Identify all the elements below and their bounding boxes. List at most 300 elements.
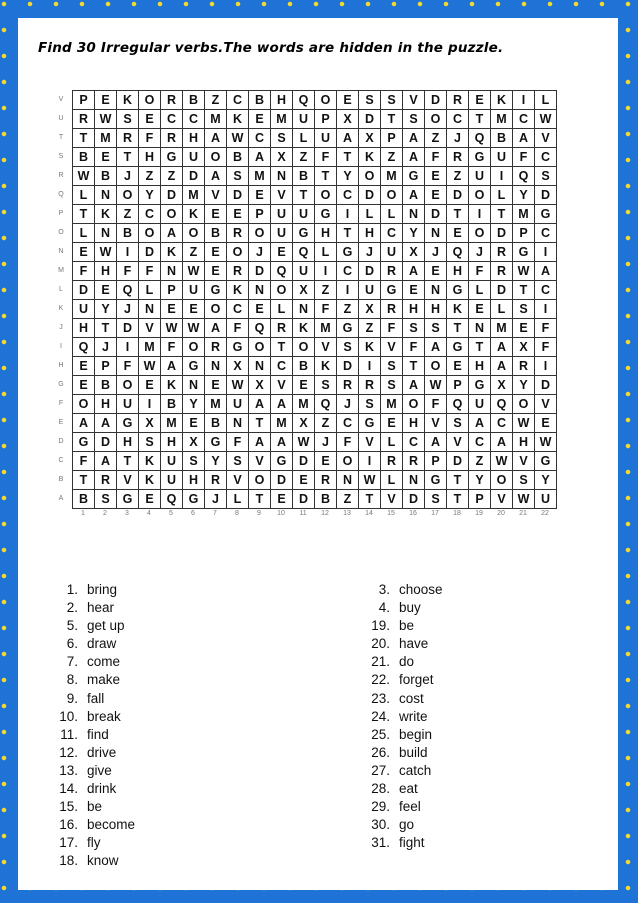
grid-cell: W <box>535 110 557 129</box>
grid-cell: O <box>469 224 491 243</box>
grid-cell: Y <box>95 300 117 319</box>
grid-cell: N <box>205 357 227 376</box>
grid-cell: H <box>425 300 447 319</box>
grid-cell: E <box>469 300 491 319</box>
grid-cell: O <box>425 357 447 376</box>
grid-cell: J <box>95 338 117 357</box>
grid-cell: U <box>381 243 403 262</box>
grid-cell: W <box>183 319 205 338</box>
grid-cell: V <box>271 376 293 395</box>
word-list-item <box>46 636 135 654</box>
grid-cell: W <box>425 376 447 395</box>
grid-cell: X <box>491 376 513 395</box>
word-number: 11. <box>60 726 78 742</box>
grid-cell: D <box>161 186 183 205</box>
grid-cell: R <box>161 91 183 110</box>
grid-cell: J <box>425 243 447 262</box>
grid-cell: U <box>271 224 293 243</box>
grid-cell: R <box>73 110 95 129</box>
grid-cell: Z <box>337 300 359 319</box>
grid-cell: E <box>73 357 95 376</box>
grid-cell: R <box>381 300 403 319</box>
row-label: P <box>58 210 64 217</box>
grid-cell: F <box>337 433 359 452</box>
grid-cell: E <box>403 281 425 300</box>
grid-cell: N <box>95 186 117 205</box>
grid-cell: E <box>293 376 315 395</box>
grid-cell: S <box>403 319 425 338</box>
grid-cell: L <box>315 243 337 262</box>
grid-cell: C <box>447 110 469 129</box>
word-number: 31. <box>371 835 390 851</box>
word-list-item <box>358 835 443 853</box>
word-text: write <box>399 708 428 724</box>
grid-cell: G <box>315 205 337 224</box>
word-number: 1. <box>66 582 78 597</box>
word-number: 28. <box>371 781 390 797</box>
grid-cell: M <box>381 167 403 186</box>
word-list-item <box>46 672 135 690</box>
grid-cell: V <box>249 452 271 471</box>
word-list-item <box>358 636 443 654</box>
grid-cell: L <box>491 300 513 319</box>
grid-cell: O <box>513 395 535 414</box>
grid-cell: G <box>513 243 535 262</box>
grid-cell: D <box>117 319 139 338</box>
grid-cell: D <box>491 281 513 300</box>
grid-cell: C <box>469 433 491 452</box>
row-label: U <box>58 115 64 122</box>
grid-cell: O <box>205 300 227 319</box>
word-list-item <box>46 691 135 709</box>
grid-cell: D <box>359 186 381 205</box>
grid-cell: E <box>381 414 403 433</box>
grid-cell: X <box>183 433 205 452</box>
word-number: 8. <box>66 672 78 688</box>
grid-cell: O <box>271 281 293 300</box>
grid-cell: F <box>425 148 447 167</box>
grid-cell: V <box>381 338 403 357</box>
word-number: 29. <box>371 799 390 815</box>
word-number: 13. <box>59 762 78 778</box>
grid-cell: S <box>381 91 403 110</box>
grid-cell: N <box>337 471 359 490</box>
grid-cell: R <box>227 262 249 281</box>
grid-cell: A <box>205 319 227 338</box>
grid-cell: R <box>491 262 513 281</box>
grid-cell: N <box>271 167 293 186</box>
grid-cell: J <box>315 433 337 452</box>
grid-cell: P <box>513 224 535 243</box>
grid-cell: K <box>161 376 183 395</box>
grid-cell: Z <box>205 91 227 110</box>
word-list-item <box>46 745 135 763</box>
grid-cell: L <box>469 281 491 300</box>
grid-cell: D <box>403 490 425 509</box>
grid-cell: K <box>315 357 337 376</box>
grid-cell: A <box>337 129 359 148</box>
grid-cell: O <box>139 91 161 110</box>
grid-cell: R <box>271 319 293 338</box>
grid-cell: A <box>249 433 271 452</box>
grid-cell: U <box>293 110 315 129</box>
grid-cell: R <box>161 129 183 148</box>
grid-cell: X <box>337 110 359 129</box>
grid-cell: N <box>139 300 161 319</box>
grid-cell: O <box>491 471 513 490</box>
grid-cell: T <box>337 224 359 243</box>
worksheet-title: Find 30 Irregular verbs.The words are hidden in the puzzle. <box>38 40 504 56</box>
row-label: F <box>58 400 64 407</box>
grid-cell: S <box>117 110 139 129</box>
grid-cell: R <box>337 376 359 395</box>
grid-cell: F <box>535 338 557 357</box>
grid-cell: X <box>293 281 315 300</box>
grid-cell: A <box>95 414 117 433</box>
word-text: be <box>87 799 103 815</box>
grid-cell: N <box>403 205 425 224</box>
grid-cell: E <box>271 243 293 262</box>
word-number: 22. <box>371 672 390 688</box>
word-text: drink <box>87 781 117 797</box>
grid-cell: E <box>447 224 469 243</box>
word-list-item <box>46 853 135 871</box>
grid-cell: A <box>403 148 425 167</box>
grid-cell: X <box>359 129 381 148</box>
grid-cell: Z <box>183 243 205 262</box>
grid-cell: T <box>293 186 315 205</box>
grid-cell: D <box>227 186 249 205</box>
word-number: 27. <box>371 762 390 778</box>
grid-cell: V <box>315 338 337 357</box>
column-labels <box>72 510 556 517</box>
grid-cell: I <box>359 357 381 376</box>
word-list-item <box>46 799 135 817</box>
grid-cell: K <box>95 205 117 224</box>
grid-cell: B <box>205 414 227 433</box>
grid-cell: A <box>403 262 425 281</box>
grid-cell: C <box>337 414 359 433</box>
word-text: choose <box>399 582 443 597</box>
grid-cell: C <box>183 110 205 129</box>
word-text: go <box>399 817 415 833</box>
column-label: 2 <box>103 510 107 517</box>
word-text: build <box>399 744 428 760</box>
grid-cell: A <box>205 167 227 186</box>
grid-cell: N <box>293 300 315 319</box>
grid-cell: Z <box>425 129 447 148</box>
grid-cell: A <box>469 414 491 433</box>
grid-cell: E <box>425 262 447 281</box>
grid-cell: U <box>183 148 205 167</box>
grid-cell: A <box>161 357 183 376</box>
grid-cell: A <box>403 186 425 205</box>
column-label: 15 <box>387 510 395 517</box>
row-label: B <box>58 476 64 483</box>
grid-cell: F <box>535 319 557 338</box>
grid-cell: G <box>535 205 557 224</box>
grid-cell: G <box>117 490 139 509</box>
grid-cell: C <box>139 205 161 224</box>
grid-cell: V <box>447 433 469 452</box>
grid-cell: K <box>227 281 249 300</box>
grid-cell: D <box>491 224 513 243</box>
grid-cell: F <box>403 338 425 357</box>
grid-cell: T <box>447 490 469 509</box>
row-label: V <box>58 96 64 103</box>
grid-cell: I <box>139 395 161 414</box>
grid-cell: T <box>117 452 139 471</box>
row-label: C <box>58 457 64 464</box>
word-number: 25. <box>371 726 390 742</box>
grid-cell: G <box>447 338 469 357</box>
grid-cell: K <box>293 319 315 338</box>
word-text: fall <box>87 690 105 706</box>
grid-cell: S <box>425 490 447 509</box>
word-text: be <box>399 618 415 634</box>
column-label: 3 <box>125 510 129 517</box>
grid-cell: R <box>381 262 403 281</box>
grid-cell: N <box>249 357 271 376</box>
grid-cell: U <box>117 395 139 414</box>
grid-cell: S <box>447 414 469 433</box>
grid-cell: N <box>183 376 205 395</box>
grid-cell: F <box>469 262 491 281</box>
grid-cell: G <box>161 148 183 167</box>
word-text: bring <box>87 582 118 597</box>
grid-cell: W <box>513 262 535 281</box>
word-text: hear <box>87 600 115 616</box>
grid-cell: R <box>227 224 249 243</box>
grid-cell: E <box>249 186 271 205</box>
grid-cell: K <box>491 91 513 110</box>
grid-cell: F <box>513 148 535 167</box>
grid-cell: H <box>139 148 161 167</box>
grid-cell: O <box>293 338 315 357</box>
word-text: get up <box>87 618 125 634</box>
grid-cell: L <box>381 433 403 452</box>
grid-cell: E <box>139 376 161 395</box>
grid-cell: Q <box>491 395 513 414</box>
grid-cell: B <box>95 167 117 186</box>
column-label: 22 <box>541 510 549 517</box>
grid-cell: A <box>161 224 183 243</box>
grid-cell: E <box>183 414 205 433</box>
grid-cell: W <box>139 357 161 376</box>
grid-cell: V <box>535 395 557 414</box>
word-number: 4. <box>378 600 390 616</box>
grid-cell: T <box>117 148 139 167</box>
grid-cell: X <box>359 300 381 319</box>
word-text: cost <box>399 690 424 706</box>
word-list-item <box>46 600 135 618</box>
grid-cell: A <box>491 433 513 452</box>
grid-cell: Q <box>315 395 337 414</box>
grid-cell: P <box>469 490 491 509</box>
grid-cell: O <box>117 186 139 205</box>
grid-cell: Y <box>513 186 535 205</box>
word-list-item <box>46 709 135 727</box>
grid-cell: D <box>535 376 557 395</box>
grid-cell: H <box>513 433 535 452</box>
grid-cell: D <box>359 262 381 281</box>
grid-cell: B <box>205 224 227 243</box>
grid-cell: W <box>183 262 205 281</box>
grid-cell: Q <box>513 167 535 186</box>
grid-cell: O <box>117 376 139 395</box>
grid-cell: S <box>403 110 425 129</box>
grid-cell: S <box>227 167 249 186</box>
word-text: buy <box>399 600 421 616</box>
word-number: 18. <box>59 853 78 869</box>
row-label: D <box>58 438 64 445</box>
grid-cell: L <box>381 471 403 490</box>
grid-cell: O <box>227 243 249 262</box>
grid-cell: G <box>447 281 469 300</box>
grid-cell: I <box>117 338 139 357</box>
grid-cell: E <box>95 148 117 167</box>
grid-cell: F <box>139 129 161 148</box>
grid-cell: K <box>227 110 249 129</box>
grid-cell: O <box>139 224 161 243</box>
grid-cell: Y <box>183 395 205 414</box>
grid-cell: I <box>117 243 139 262</box>
grid-cell: H <box>161 433 183 452</box>
grid-cell: R <box>513 357 535 376</box>
grid-cell: P <box>315 110 337 129</box>
word-list-left <box>46 582 135 872</box>
grid-cell: K <box>139 452 161 471</box>
grid-cell: V <box>381 490 403 509</box>
grid-cell: C <box>535 148 557 167</box>
word-number: 24. <box>371 708 390 724</box>
word-number: 17. <box>59 835 78 851</box>
grid-cell: H <box>183 129 205 148</box>
grid-cell: T <box>249 414 271 433</box>
grid-cell: G <box>227 338 249 357</box>
grid-cell: R <box>381 452 403 471</box>
grid-cell: I <box>337 205 359 224</box>
grid-cell: D <box>447 186 469 205</box>
grid-cell: I <box>359 452 381 471</box>
grid-cell: G <box>337 319 359 338</box>
grid-cell: T <box>469 110 491 129</box>
grid-cell: D <box>447 452 469 471</box>
grid-cell: N <box>95 224 117 243</box>
grid-cell: E <box>161 300 183 319</box>
grid-cell: A <box>271 395 293 414</box>
grid-cell: F <box>315 148 337 167</box>
column-label: 20 <box>497 510 505 517</box>
column-label: 9 <box>257 510 261 517</box>
grid-cell: W <box>227 376 249 395</box>
grid-cell: E <box>139 490 161 509</box>
grid-cell: U <box>469 167 491 186</box>
grid-cell: L <box>491 186 513 205</box>
grid-cell: C <box>513 110 535 129</box>
grid-cell: Y <box>469 471 491 490</box>
grid-cell: H <box>403 300 425 319</box>
grid-cell: T <box>403 357 425 376</box>
grid-cell: B <box>117 224 139 243</box>
word-number: 12. <box>59 744 78 760</box>
grid-cell: X <box>403 243 425 262</box>
grid-cell: E <box>535 414 557 433</box>
grid-cell: C <box>535 224 557 243</box>
grid-cell: L <box>73 224 95 243</box>
grid-cell: G <box>271 452 293 471</box>
row-label: K <box>58 305 64 312</box>
grid-cell: F <box>117 357 139 376</box>
grid-cell: T <box>95 319 117 338</box>
word-list-item <box>46 835 135 853</box>
grid-cell: M <box>205 395 227 414</box>
grid-cell: V <box>227 471 249 490</box>
grid-cell: V <box>205 186 227 205</box>
grid-cell: X <box>293 414 315 433</box>
grid-cell: M <box>249 167 271 186</box>
grid-cell: R <box>205 471 227 490</box>
column-label: 7 <box>213 510 217 517</box>
grid-cell: G <box>381 281 403 300</box>
word-number: 3. <box>378 582 390 597</box>
grid-cell: H <box>183 471 205 490</box>
worksheet-page <box>18 18 618 890</box>
grid-cell: B <box>491 129 513 148</box>
word-list-item <box>358 727 443 745</box>
grid-cell: E <box>73 243 95 262</box>
grid-cell: E <box>183 300 205 319</box>
grid-cell: L <box>271 300 293 319</box>
grid-cell: L <box>73 186 95 205</box>
grid-cell: I <box>535 357 557 376</box>
grid-cell: C <box>271 357 293 376</box>
word-text: catch <box>399 762 432 778</box>
grid-cell: A <box>95 452 117 471</box>
grid-cell: K <box>161 243 183 262</box>
grid-cell: B <box>227 148 249 167</box>
row-label: E <box>58 419 64 426</box>
grid-cell: B <box>293 357 315 376</box>
row-label: I <box>60 343 62 350</box>
grid-cell: U <box>535 490 557 509</box>
grid-cell: F <box>227 319 249 338</box>
grid-cell: V <box>271 186 293 205</box>
grid-cell: T <box>337 148 359 167</box>
grid-cell: L <box>359 205 381 224</box>
grid-cell: E <box>205 376 227 395</box>
grid-cell: E <box>425 186 447 205</box>
row-label: J <box>59 324 63 331</box>
word-list-item <box>358 618 443 636</box>
grid-cell: J <box>205 490 227 509</box>
grid-cell: D <box>293 452 315 471</box>
grid-cell: Y <box>535 471 557 490</box>
grid-cell: V <box>359 433 381 452</box>
word-text: know <box>87 853 119 869</box>
grid-cell: G <box>359 414 381 433</box>
grid-cell: U <box>161 471 183 490</box>
grid-cell: V <box>491 490 513 509</box>
grid-cell: Y <box>139 186 161 205</box>
grid-cell: O <box>161 205 183 224</box>
grid-cell: R <box>447 91 469 110</box>
grid-cell: A <box>425 338 447 357</box>
grid-cell: M <box>513 205 535 224</box>
grid-cell: X <box>139 414 161 433</box>
grid-cell: M <box>183 186 205 205</box>
grid-cell: H <box>95 262 117 281</box>
